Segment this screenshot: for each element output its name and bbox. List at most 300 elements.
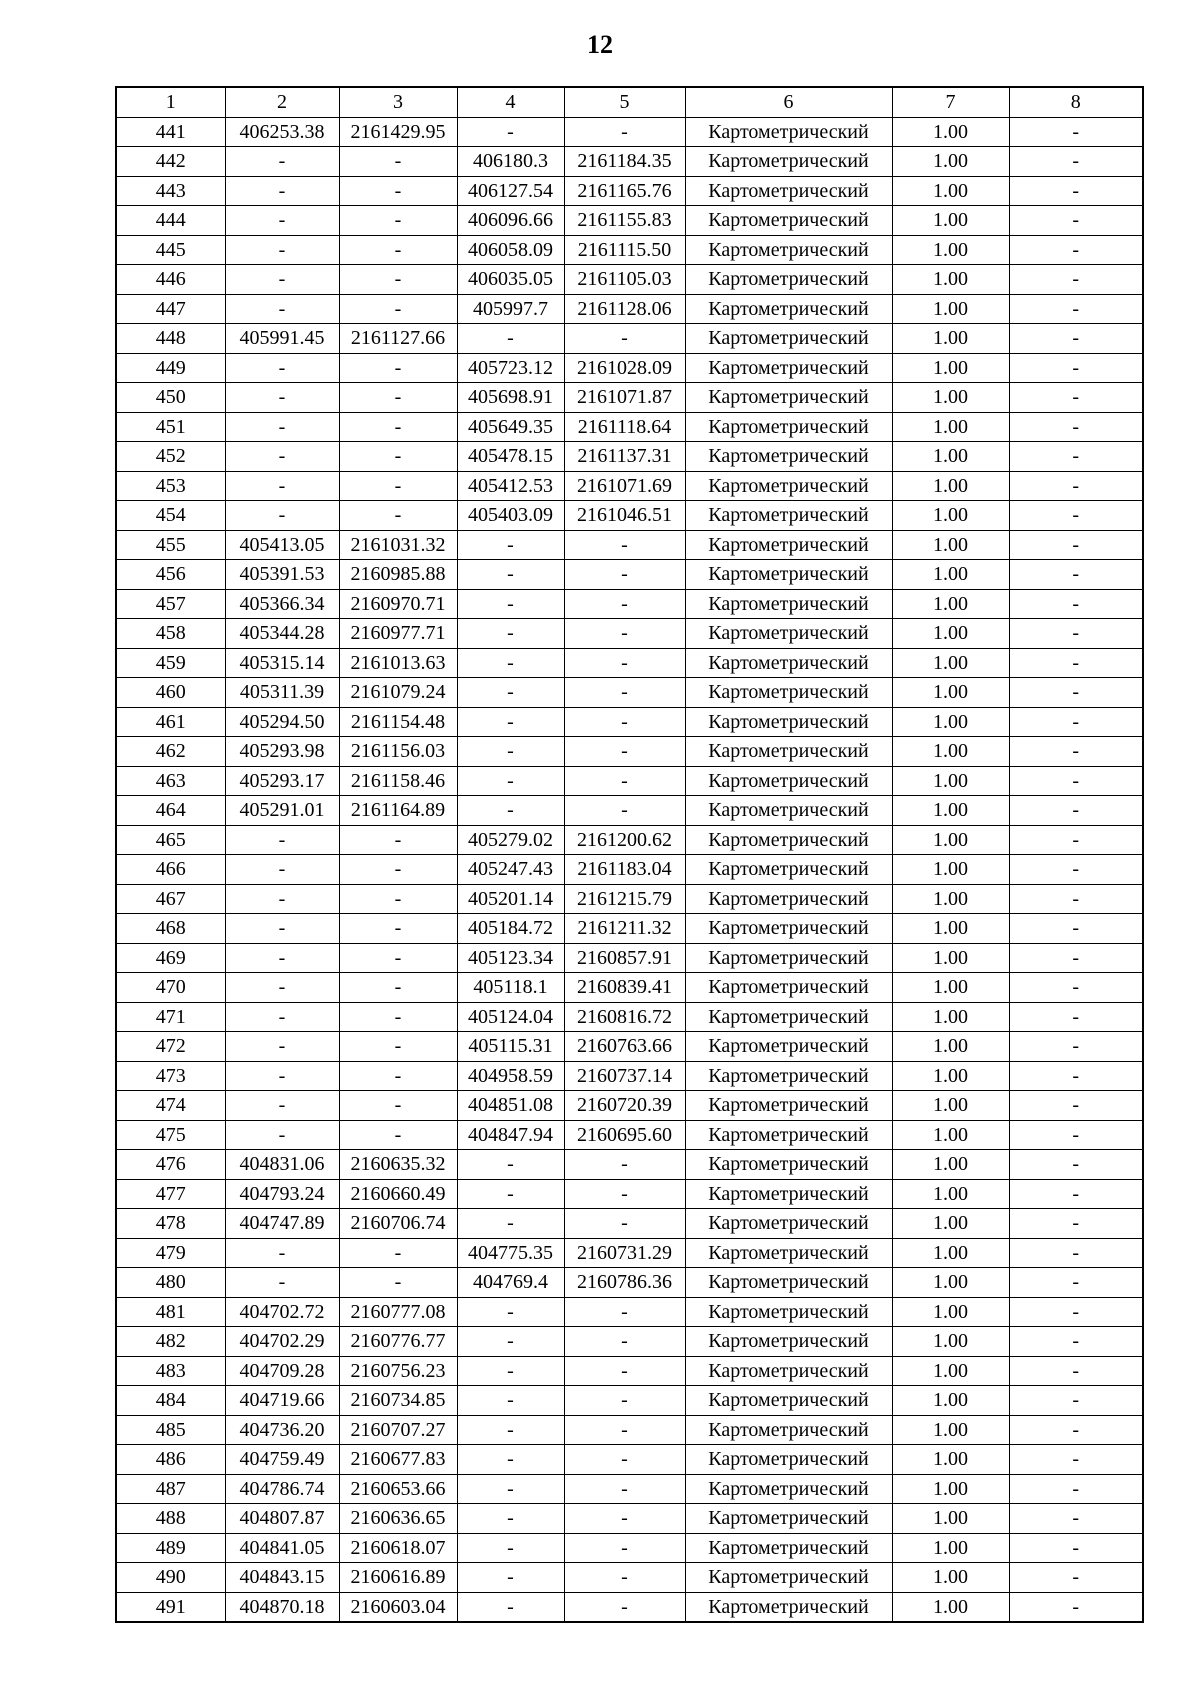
table-row	[116, 1592, 1143, 1622]
table-cell: 405124.04	[457, 1002, 564, 1032]
table-cell: 2161128.06	[564, 294, 685, 324]
table-cell: Картометрический	[685, 1238, 892, 1268]
table-cell: 1.00	[892, 884, 1009, 914]
table-cell: 2161184.35	[564, 147, 685, 177]
header-row	[116, 87, 1143, 117]
table-cell: 465	[116, 825, 225, 855]
table-cell: -	[225, 501, 339, 531]
table-cell: 461	[116, 707, 225, 737]
table-cell: Картометрический	[685, 619, 892, 649]
table-cell: 2160763.66	[564, 1032, 685, 1062]
table-cell: -	[1009, 1150, 1143, 1180]
table-cell: -	[457, 737, 564, 767]
table-cell: 405997.7	[457, 294, 564, 324]
table-cell: -	[339, 353, 457, 383]
table-cell: 2160756.23	[339, 1356, 457, 1386]
table-cell: 2160734.85	[339, 1386, 457, 1416]
table-cell: -	[225, 235, 339, 265]
table-cell: -	[225, 855, 339, 885]
table-cell: Картометрический	[685, 324, 892, 354]
table-cell: -	[1009, 412, 1143, 442]
table-cell: -	[1009, 324, 1143, 354]
column-header: 7	[892, 87, 1009, 117]
table-row	[116, 1179, 1143, 1209]
table-cell: 405698.91	[457, 383, 564, 413]
table-row	[116, 1474, 1143, 1504]
table-cell: 2160636.65	[339, 1504, 457, 1534]
table-cell: 466	[116, 855, 225, 885]
table-cell: 1.00	[892, 855, 1009, 885]
table-row	[116, 973, 1143, 1003]
table-cell: Картометрический	[685, 973, 892, 1003]
table-row	[116, 1327, 1143, 1357]
table-cell: -	[1009, 1445, 1143, 1475]
table-cell: 2161215.79	[564, 884, 685, 914]
table-cell: -	[1009, 501, 1143, 531]
table-row	[116, 383, 1143, 413]
table-cell: Картометрический	[685, 943, 892, 973]
table-cell: -	[1009, 678, 1143, 708]
table-cell: 404769.4	[457, 1268, 564, 1298]
table-cell: -	[339, 1032, 457, 1062]
table-cell: 405201.14	[457, 884, 564, 914]
table-cell: 404958.59	[457, 1061, 564, 1091]
table-cell: 455	[116, 530, 225, 560]
table-cell: 1.00	[892, 707, 1009, 737]
table-cell: 471	[116, 1002, 225, 1032]
table-row	[116, 294, 1143, 324]
table-cell: -	[1009, 1209, 1143, 1239]
table-cell: 1.00	[892, 235, 1009, 265]
table-row	[116, 442, 1143, 472]
table-cell: 405294.50	[225, 707, 339, 737]
table-cell: -	[457, 560, 564, 590]
table-cell: 468	[116, 914, 225, 944]
table-row	[116, 1356, 1143, 1386]
table-cell: 404841.05	[225, 1533, 339, 1563]
table-cell: -	[225, 442, 339, 472]
table-cell: 1.00	[892, 471, 1009, 501]
table-cell: 2160777.08	[339, 1297, 457, 1327]
table-row	[116, 1032, 1143, 1062]
table-cell: -	[1009, 796, 1143, 826]
column-header: 2	[225, 87, 339, 117]
table-cell: 1.00	[892, 1297, 1009, 1327]
table-row	[116, 147, 1143, 177]
table-cell: 473	[116, 1061, 225, 1091]
table-cell: -	[1009, 914, 1143, 944]
table-cell: Картометрический	[685, 1327, 892, 1357]
table-cell: -	[564, 589, 685, 619]
table-row	[116, 235, 1143, 265]
table-cell: -	[1009, 117, 1143, 147]
table-cell: Картометрический	[685, 412, 892, 442]
table-cell: 2160786.36	[564, 1268, 685, 1298]
table-cell: 443	[116, 176, 225, 206]
table-cell: Картометрический	[685, 1356, 892, 1386]
table-cell: -	[225, 884, 339, 914]
table-cell: 452	[116, 442, 225, 472]
table-cell: 2161211.32	[564, 914, 685, 944]
table-cell: 1.00	[892, 1415, 1009, 1445]
table-cell: 2161164.89	[339, 796, 457, 826]
table-cell: -	[457, 1150, 564, 1180]
table-cell: 456	[116, 560, 225, 590]
table-cell: -	[1009, 973, 1143, 1003]
table-cell: 457	[116, 589, 225, 619]
table-cell: 2161031.32	[339, 530, 457, 560]
table-cell: 2161013.63	[339, 648, 457, 678]
table-cell: -	[457, 1533, 564, 1563]
table-cell: 2161079.24	[339, 678, 457, 708]
table-cell: -	[339, 1268, 457, 1298]
table-cell: 1.00	[892, 1445, 1009, 1475]
table-cell: -	[225, 147, 339, 177]
table-cell: 2160776.77	[339, 1327, 457, 1357]
table-cell: -	[1009, 147, 1143, 177]
table-cell: 405311.39	[225, 678, 339, 708]
table-cell: -	[1009, 560, 1143, 590]
table-cell: -	[339, 412, 457, 442]
table-row	[116, 560, 1143, 590]
table-cell: Картометрический	[685, 1091, 892, 1121]
table-cell: -	[564, 766, 685, 796]
table-cell: 2160660.49	[339, 1179, 457, 1209]
table-cell: 1.00	[892, 412, 1009, 442]
table-cell: Картометрический	[685, 825, 892, 855]
table-cell: -	[457, 117, 564, 147]
table-cell: Картометрический	[685, 589, 892, 619]
table-cell: 451	[116, 412, 225, 442]
table-cell: 2161071.69	[564, 471, 685, 501]
table-cell: -	[1009, 589, 1143, 619]
table-cell: -	[564, 1150, 685, 1180]
table-cell: 2161046.51	[564, 501, 685, 531]
table-cell: Картометрический	[685, 206, 892, 236]
table-cell: 404736.20	[225, 1415, 339, 1445]
table-cell: 488	[116, 1504, 225, 1534]
table-cell: 1.00	[892, 678, 1009, 708]
table-row	[116, 1415, 1143, 1445]
table-cell: 405123.34	[457, 943, 564, 973]
table-cell: Картометрический	[685, 294, 892, 324]
table-cell: 405413.05	[225, 530, 339, 560]
table-cell: 404702.72	[225, 1297, 339, 1327]
table-cell: -	[339, 884, 457, 914]
table-cell: 1.00	[892, 383, 1009, 413]
table-cell: 442	[116, 147, 225, 177]
table-cell: -	[225, 1032, 339, 1062]
table-cell: 445	[116, 235, 225, 265]
table-cell: 485	[116, 1415, 225, 1445]
table-cell: -	[1009, 766, 1143, 796]
table-cell: 2161115.50	[564, 235, 685, 265]
table-cell: Картометрический	[685, 707, 892, 737]
table-cell: -	[564, 324, 685, 354]
table-cell: 1.00	[892, 1091, 1009, 1121]
table-cell: 1.00	[892, 117, 1009, 147]
table-cell: 404786.74	[225, 1474, 339, 1504]
table-cell: Картометрический	[685, 855, 892, 885]
table-cell: -	[1009, 1268, 1143, 1298]
table-cell: -	[1009, 1061, 1143, 1091]
table-row	[116, 678, 1143, 708]
table-cell: -	[1009, 176, 1143, 206]
table-cell: 1.00	[892, 1061, 1009, 1091]
table-cell: Картометрический	[685, 1268, 892, 1298]
table-cell: -	[1009, 1002, 1143, 1032]
table-row	[116, 1268, 1143, 1298]
table-cell: Картометрический	[685, 1120, 892, 1150]
table-cell: -	[339, 1002, 457, 1032]
table-cell: -	[1009, 855, 1143, 885]
table-cell: 475	[116, 1120, 225, 1150]
table-cell: -	[564, 1415, 685, 1445]
table-cell: 1.00	[892, 265, 1009, 295]
table-cell: -	[1009, 1474, 1143, 1504]
table-cell: -	[1009, 1504, 1143, 1534]
table-cell: 2160707.27	[339, 1415, 457, 1445]
table-cell: -	[457, 1474, 564, 1504]
table-cell: 404851.08	[457, 1091, 564, 1121]
table-row	[116, 737, 1143, 767]
table-row	[116, 589, 1143, 619]
table-cell: 2160618.07	[339, 1533, 457, 1563]
table-cell: -	[564, 619, 685, 649]
table-row	[116, 1002, 1143, 1032]
table-cell: -	[339, 471, 457, 501]
table-cell: -	[1009, 294, 1143, 324]
table-cell: 1.00	[892, 589, 1009, 619]
table-cell: -	[1009, 737, 1143, 767]
table-cell: -	[564, 560, 685, 590]
table-cell: -	[225, 973, 339, 1003]
coordinates-table	[115, 86, 1144, 1623]
table-cell: Картометрический	[685, 117, 892, 147]
table-cell: 454	[116, 501, 225, 531]
table-cell: -	[339, 206, 457, 236]
table-cell: -	[1009, 471, 1143, 501]
table-cell: -	[225, 1268, 339, 1298]
table-cell: -	[564, 648, 685, 678]
table-cell: -	[564, 1209, 685, 1239]
table-cell: -	[225, 206, 339, 236]
table-row	[116, 766, 1143, 796]
table-cell: -	[1009, 1091, 1143, 1121]
table-row	[116, 1386, 1143, 1416]
table-cell: Картометрический	[685, 383, 892, 413]
column-header: 6	[685, 87, 892, 117]
table-cell: 1.00	[892, 501, 1009, 531]
table-cell: 1.00	[892, 294, 1009, 324]
table-cell: -	[564, 1474, 685, 1504]
table-cell: Картометрический	[685, 1150, 892, 1180]
table-cell: -	[339, 501, 457, 531]
table-cell: 2161183.04	[564, 855, 685, 885]
table-cell: 476	[116, 1150, 225, 1180]
table-cell: 1.00	[892, 1150, 1009, 1180]
table-cell: Картометрический	[685, 471, 892, 501]
table-row	[116, 1533, 1143, 1563]
table-cell: -	[225, 383, 339, 413]
table-cell: 1.00	[892, 206, 1009, 236]
table-cell: Картометрический	[685, 884, 892, 914]
table-cell: 404702.29	[225, 1327, 339, 1357]
table-cell: 490	[116, 1563, 225, 1593]
table-row	[116, 1209, 1143, 1239]
table-cell: -	[1009, 1386, 1143, 1416]
table-cell: -	[457, 530, 564, 560]
table-row	[116, 619, 1143, 649]
table-cell: 404759.49	[225, 1445, 339, 1475]
table-cell: 406253.38	[225, 117, 339, 147]
table-cell: -	[1009, 943, 1143, 973]
table-cell: -	[564, 530, 685, 560]
table-cell: 1.00	[892, 1474, 1009, 1504]
table-cell: 2160977.71	[339, 619, 457, 649]
table-cell: -	[564, 678, 685, 708]
table-cell: 404870.18	[225, 1592, 339, 1622]
column-header: 3	[339, 87, 457, 117]
table-cell: -	[1009, 1592, 1143, 1622]
table-cell: 404775.35	[457, 1238, 564, 1268]
table-cell: -	[1009, 825, 1143, 855]
table-cell: -	[339, 294, 457, 324]
table-cell: 1.00	[892, 1563, 1009, 1593]
table-cell: -	[339, 147, 457, 177]
table-cell: 1.00	[892, 353, 1009, 383]
table-row	[116, 471, 1143, 501]
table-cell: 406058.09	[457, 235, 564, 265]
table-cell: -	[457, 1592, 564, 1622]
table-cell: 2161118.64	[564, 412, 685, 442]
table-cell: 1.00	[892, 147, 1009, 177]
table-cell: 1.00	[892, 1002, 1009, 1032]
table-cell: Картометрический	[685, 1032, 892, 1062]
table-cell: -	[1009, 1297, 1143, 1327]
table-cell: 404807.87	[225, 1504, 339, 1534]
table-cell: 1.00	[892, 1386, 1009, 1416]
table-row	[116, 1091, 1143, 1121]
table-cell: 1.00	[892, 914, 1009, 944]
table-cell: 1.00	[892, 1504, 1009, 1534]
table-cell: -	[1009, 442, 1143, 472]
table-cell: 483	[116, 1356, 225, 1386]
table-cell: -	[457, 589, 564, 619]
table-cell: 2161071.87	[564, 383, 685, 413]
table-cell: 2160653.66	[339, 1474, 457, 1504]
table-cell: -	[457, 707, 564, 737]
table-cell: 1.00	[892, 324, 1009, 354]
table-cell: 2161429.95	[339, 117, 457, 147]
table-cell: -	[564, 796, 685, 826]
table-cell: 1.00	[892, 973, 1009, 1003]
table-cell: 444	[116, 206, 225, 236]
table-cell: -	[1009, 1327, 1143, 1357]
table-row	[116, 1504, 1143, 1534]
table-cell: Картометрический	[685, 147, 892, 177]
table-cell: Картометрический	[685, 1179, 892, 1209]
table-cell: 449	[116, 353, 225, 383]
table-cell: 1.00	[892, 1179, 1009, 1209]
table-cell: -	[564, 1504, 685, 1534]
table-cell: 404847.94	[457, 1120, 564, 1150]
table-row	[116, 1297, 1143, 1327]
table-cell: -	[225, 825, 339, 855]
table-row	[116, 117, 1143, 147]
table-cell: 1.00	[892, 737, 1009, 767]
table-cell: -	[339, 943, 457, 973]
table-cell: Картометрический	[685, 1474, 892, 1504]
table-cell: -	[457, 619, 564, 649]
table-cell: 450	[116, 383, 225, 413]
table-cell: 2160706.74	[339, 1209, 457, 1239]
table-cell: 458	[116, 619, 225, 649]
table-cell: -	[457, 1209, 564, 1239]
table-cell: 1.00	[892, 560, 1009, 590]
table-cell: 1.00	[892, 1209, 1009, 1239]
table-cell: 2160737.14	[564, 1061, 685, 1091]
table-cell: 482	[116, 1327, 225, 1357]
table-cell: 2161028.09	[564, 353, 685, 383]
table-cell: -	[564, 1386, 685, 1416]
table-cell: Картометрический	[685, 353, 892, 383]
table-cell: 404793.24	[225, 1179, 339, 1209]
table-cell: 478	[116, 1209, 225, 1239]
table-cell: -	[564, 1563, 685, 1593]
table-cell: -	[339, 1091, 457, 1121]
table-row	[116, 855, 1143, 885]
table-cell: -	[1009, 353, 1143, 383]
table-cell: 405403.09	[457, 501, 564, 531]
table-cell: -	[457, 648, 564, 678]
table-cell: -	[457, 1563, 564, 1593]
table-row	[116, 1061, 1143, 1091]
table-cell: -	[457, 324, 564, 354]
table-cell: Картометрический	[685, 235, 892, 265]
table-cell: 1.00	[892, 943, 1009, 973]
column-header: 1	[116, 87, 225, 117]
table-cell: -	[1009, 1032, 1143, 1062]
table-cell: -	[225, 176, 339, 206]
table-cell: 2161154.48	[339, 707, 457, 737]
table-cell: -	[564, 737, 685, 767]
table-cell: -	[457, 1504, 564, 1534]
table-cell: Картометрический	[685, 530, 892, 560]
table-cell: 464	[116, 796, 225, 826]
table-cell: -	[339, 914, 457, 944]
table-body	[116, 117, 1143, 1622]
table-cell: -	[225, 471, 339, 501]
table-cell: Картометрический	[685, 176, 892, 206]
table-cell: 1.00	[892, 1032, 1009, 1062]
table-cell: 470	[116, 973, 225, 1003]
table-cell: 405391.53	[225, 560, 339, 590]
table-cell: -	[457, 678, 564, 708]
table-cell: -	[1009, 1356, 1143, 1386]
table-cell: 481	[116, 1297, 225, 1327]
table-cell: -	[225, 943, 339, 973]
table-cell: -	[225, 914, 339, 944]
table-cell: 404831.06	[225, 1150, 339, 1180]
table-cell: 405649.35	[457, 412, 564, 442]
table-cell: -	[1009, 1563, 1143, 1593]
table-cell: 463	[116, 766, 225, 796]
table-cell: -	[225, 1061, 339, 1091]
column-header: 4	[457, 87, 564, 117]
table-cell: 405279.02	[457, 825, 564, 855]
table-cell: -	[564, 1592, 685, 1622]
